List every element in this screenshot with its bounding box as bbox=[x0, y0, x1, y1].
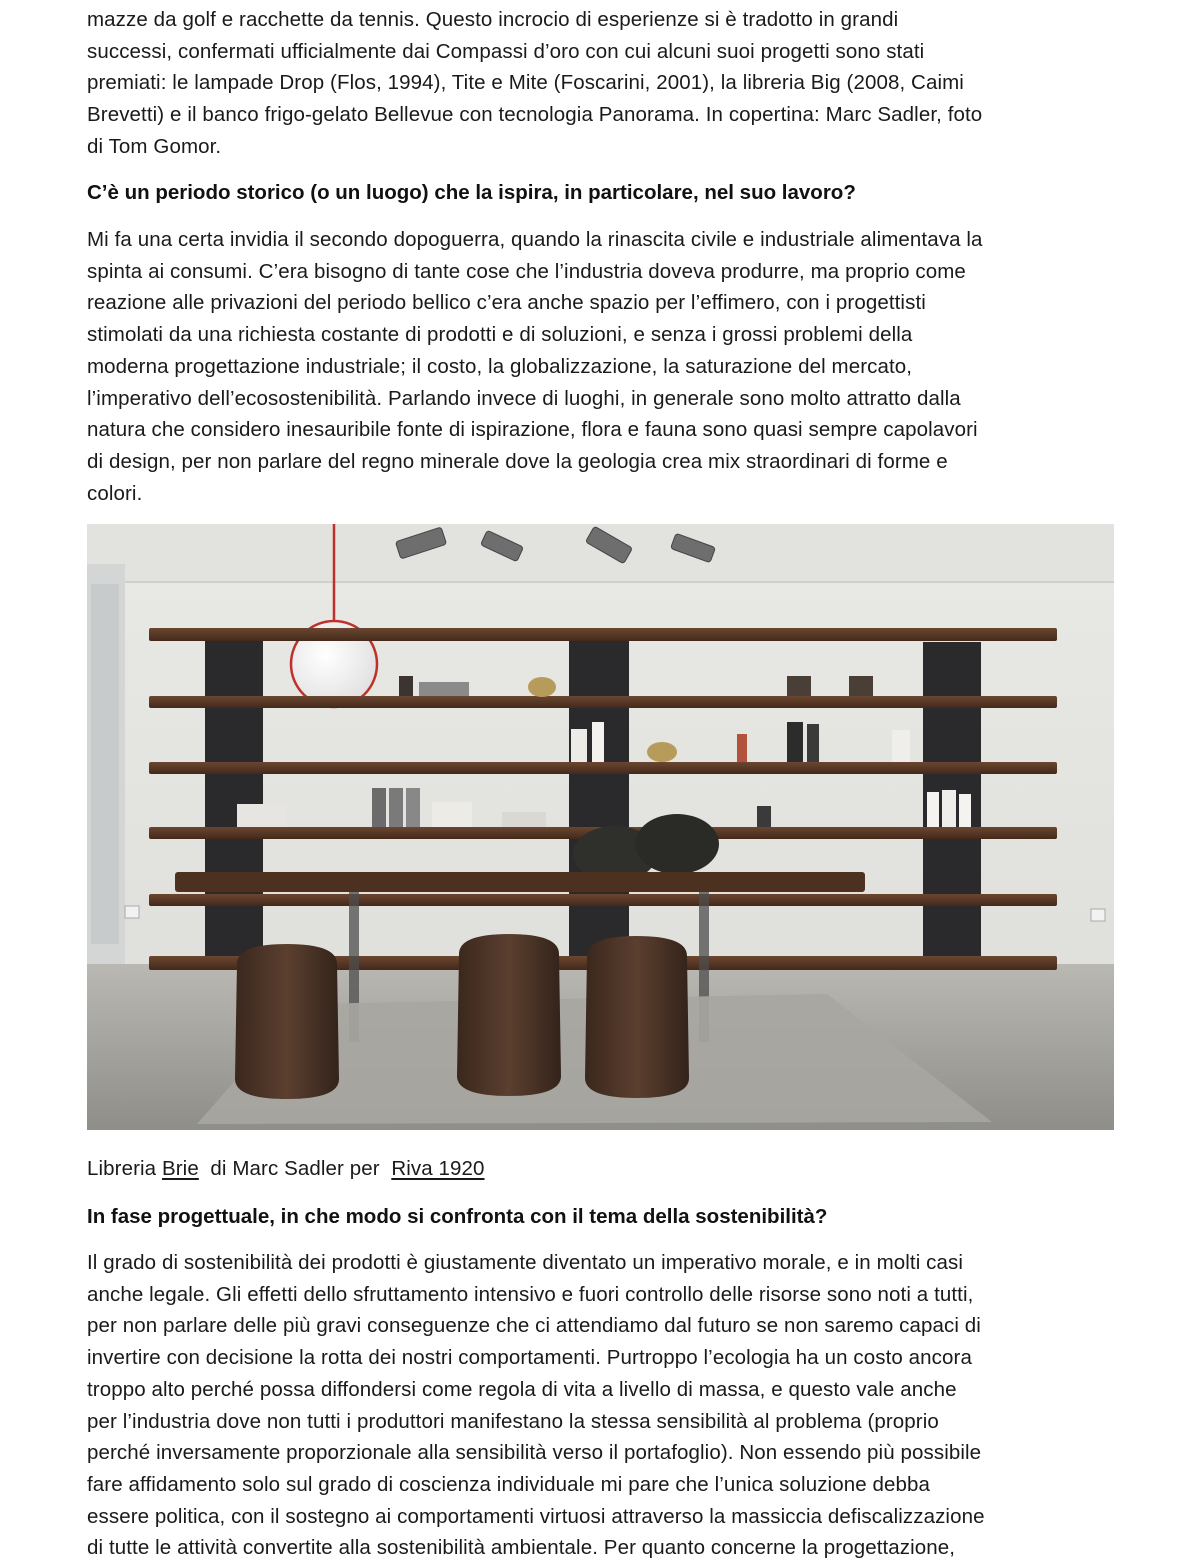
text-line: successi, confermati ufficialmente dai Compassi d’oro con cui alcuni suoi progetti sono stati bbox=[87, 39, 925, 63]
text-line: moderna progettazione industriale; il costo, la globalizzazione, la saturazione del mercato, bbox=[87, 354, 913, 378]
text-line: l’imperativo dell’ecosostenibilità. Parlando invece di luoghi, in generale sono molto attratto dalla bbox=[87, 386, 961, 410]
text-line: reazione alle privazioni del periodo bellico c’era anche spazio per l’effimero, con i progettisti bbox=[87, 291, 926, 315]
brand-link-riva-1920[interactable]: Riva 1920 bbox=[391, 1157, 485, 1180]
text-line: anche legale. Gli effetti dello sfruttamento intensivo e fuori controllo delle risorse sono noti a tutti, bbox=[87, 1282, 974, 1306]
text-line: di design, per non parlare del regno minerale dove la geologia crea mix straordinari di forme e bbox=[87, 449, 948, 473]
interview-answer bbox=[87, 224, 1117, 509]
text-line: per l’industria dove non tutti i produttori manifestano la stessa sensibilità al problema (proprio bbox=[87, 1409, 939, 1433]
text-line: per non parlare delle più gravi conseguenze che ci attendiamo dal futuro se non saremo capaci di bbox=[87, 1314, 981, 1338]
text-line: natura che considero inesauribile fonte di ispirazione, flora e fauna sono quasi sempre capolavori bbox=[87, 418, 978, 442]
text-line: stimolati da una richiesta costante di prodotti e di soluzioni, e senza i grossi problemi della bbox=[87, 323, 913, 347]
text-line: perché inversamente proporzionale alla sensibilità verso il portafoglio). Non essendo più possibile bbox=[87, 1441, 982, 1465]
product-link-brie[interactable]: Brie bbox=[161, 1157, 199, 1180]
caption-prefix: Libreria bbox=[87, 1157, 157, 1180]
interview-question: C’è un periodo storico (o un luogo) che la ispira, in particolare, nel suo lavoro? bbox=[87, 181, 856, 204]
text-line: spinta ai consumi. C’era bisogno di tante cose che l’industria doveva produrre, ma proprio come bbox=[87, 259, 966, 283]
text-line: di Tom Gomor. bbox=[87, 134, 222, 158]
caption-middle: di Marc Sadler per bbox=[210, 1157, 380, 1180]
intro-paragraph bbox=[87, 4, 1117, 163]
text-line: premiati: le lampade Drop (Flos, 1994), Tite e Mite (Foscarini, 2001), la libreria Big (2008, Caimi bbox=[87, 71, 964, 95]
text-line: fare affidamento solo sul grado di coscienza individuale mi pare che l’unica soluzione debba bbox=[87, 1472, 931, 1496]
text-line: essere politica, con il sostegno ai comportamenti virtuosi attraverso la massiccia defiscalizzazione bbox=[87, 1504, 985, 1528]
text-line: di tutte le attività convertite alla sostenibilità ambientale. Per quanto concerne la progettazione, bbox=[87, 1536, 956, 1560]
text-line: invertire con decisione la rotta dei nostri comportamenti. Purtroppo l’ecologia ha un costo ancora bbox=[87, 1346, 972, 1370]
text-line: troppo alto perché possa diffondersi come regola di vita a livello di massa, e questo vale anche bbox=[87, 1377, 957, 1401]
text-line: Brevetti) e il banco frigo-gelato Bellevue con tecnologia Panorama. In copertina: Marc Sadler, foto bbox=[87, 103, 983, 127]
text-line: colori. bbox=[87, 481, 143, 505]
text-line: Il grado di sostenibilità dei prodotti è giustamente diventato un imperativo morale, e in molti casi bbox=[87, 1251, 964, 1274]
interview-question: In fase progettuale, in che modo si confronta con il tema della sostenibilità? bbox=[87, 1205, 828, 1228]
bookcase-photo bbox=[87, 524, 1114, 1130]
image-caption bbox=[87, 1153, 1117, 1185]
text-line: mazze da golf e racchette da tennis. Questo incrocio di esperienze si è tradotto in grandi bbox=[87, 8, 899, 31]
text-line: Mi fa una certa invidia il secondo dopoguerra, quando la rinascita civile e industriale alimentava la bbox=[87, 228, 983, 251]
interview-answer bbox=[87, 1247, 1117, 1564]
